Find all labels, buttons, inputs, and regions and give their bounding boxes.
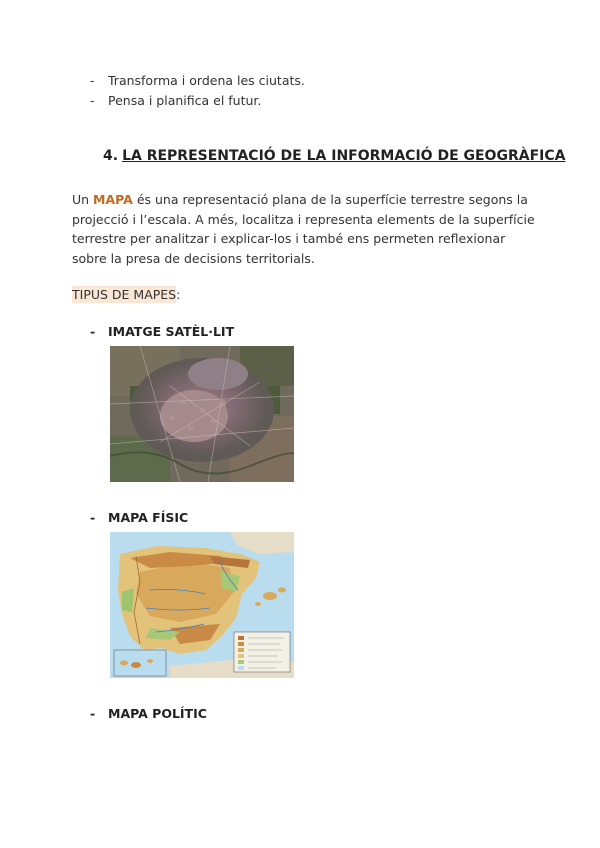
satellite-city-image <box>110 346 294 482</box>
section-number: 4. <box>103 148 119 164</box>
list-item-text: Transforma i ordena les ciutats. <box>108 73 305 88</box>
map-type-item <box>90 324 390 342</box>
intro-paragraph <box>72 190 542 268</box>
map-types-colon: : <box>176 287 181 302</box>
bullet-dash: - <box>90 706 96 721</box>
list-item <box>90 72 490 90</box>
map-types-label <box>72 286 180 304</box>
keyword-mapa: MAPA <box>93 192 133 207</box>
map-type-label: MAPA FÍSIC <box>108 510 189 525</box>
paragraph-prefix: Un <box>72 192 94 207</box>
bullet-dash: - <box>90 73 95 88</box>
paragraph-body: és una representació plana de la superfície terrestre segons la projecció i l’escala. A més, localitza i representa elements de la superfície terrestre per analitzar i explicar-los i també ens permeten reflexionar sobre la presa de decisions territorials. <box>72 192 535 266</box>
map-type-label: MAPA POLÍTIC <box>108 706 207 721</box>
map-type-item <box>90 510 390 528</box>
bullet-dash: - <box>90 324 96 339</box>
map-type-label: IMATGE SATÈL·LIT <box>108 324 235 339</box>
section-title: LA REPRESENTACIÓ DE LA INFORMACIÓ DE GEOGRÀFICA <box>122 148 566 164</box>
bullet-dash: - <box>90 510 96 525</box>
physical-map-iberia-image <box>110 532 294 678</box>
map-type-item <box>90 706 390 724</box>
bullet-dash: - <box>90 93 95 108</box>
list-item <box>90 92 490 110</box>
section-heading <box>103 148 565 164</box>
list-item-text: Pensa i planifica el futur. <box>108 93 262 108</box>
map-types-highlight: TIPUS DE MAPES <box>72 287 177 302</box>
